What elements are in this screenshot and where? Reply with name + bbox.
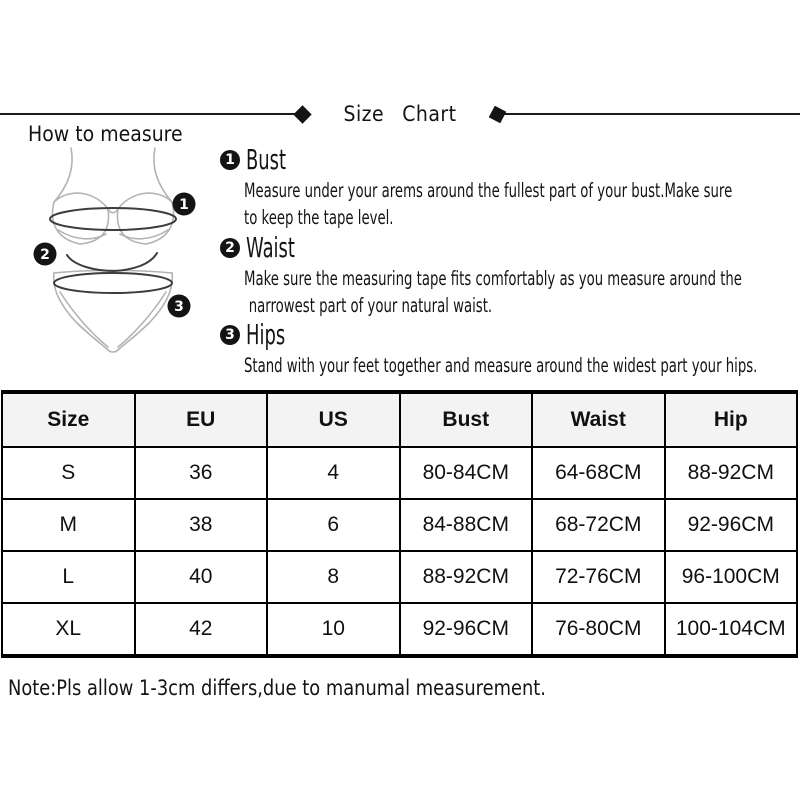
us-cell: 6	[267, 499, 400, 551]
col-header-waist: Waist	[532, 392, 665, 447]
instruction-line: to keep the tape level.	[244, 206, 394, 229]
diamond-icon	[293, 105, 311, 123]
instruction-line: Stand with your feet together and measure around the widest part your hips.	[244, 354, 758, 377]
hip-point-number: 3	[174, 299, 184, 315]
instruction-line: Measure under your arems around the fullest part of your bust.Make sure	[244, 179, 733, 202]
col-header-size: Size	[2, 392, 135, 447]
bust-cell: 88-92CM	[400, 551, 533, 603]
eu-cell: 38	[135, 499, 268, 551]
bust-cell: 92-96CM	[400, 603, 533, 656]
hips-heading-row	[216, 320, 800, 350]
bust-point-number: 1	[179, 197, 189, 213]
bust-heading: Bust	[246, 143, 287, 176]
waist-cell: 68-72CM	[532, 499, 665, 551]
table-row-xl	[2, 603, 797, 656]
size-cell: XL	[2, 603, 135, 656]
waist-point-number: 2	[40, 247, 50, 263]
hip-cell: 88-92CM	[665, 447, 798, 499]
hips-instruction-section	[216, 320, 800, 379]
eu-cell: 42	[135, 603, 268, 656]
figure-point-badges	[34, 193, 196, 318]
title-rule-left	[0, 113, 300, 115]
number-3-badge-icon: 3	[220, 325, 240, 345]
hips-heading: Hips	[246, 318, 286, 351]
page-title: Size Chart	[343, 102, 457, 126]
us-cell: 8	[267, 551, 400, 603]
table-row-s	[2, 447, 797, 499]
bust-instruction-section	[216, 145, 800, 231]
hips-instruction-text	[244, 352, 800, 379]
bikini-outline	[52, 148, 173, 352]
hip-cell: 96-100CM	[665, 551, 798, 603]
table-row-m	[2, 499, 797, 551]
eu-cell: 36	[135, 447, 268, 499]
title-rule-right	[500, 113, 800, 115]
measuring-tape-lines	[50, 208, 176, 293]
how-to-measure-heading: How to measure	[28, 122, 183, 146]
hip-cell: 92-96CM	[665, 499, 798, 551]
hip-cell: 100-104CM	[665, 603, 798, 656]
number-2-badge-icon: 2	[220, 238, 240, 258]
col-header-bust: Bust	[400, 392, 533, 447]
eu-cell: 40	[135, 551, 268, 603]
instruction-line: Make sure the measuring tape fits comfortably as you measure around the	[244, 267, 742, 290]
instruction-line: narrowest part of your natural waist.	[248, 294, 493, 317]
table-row-l	[2, 551, 797, 603]
table-header-row	[2, 392, 797, 447]
measurement-figure-illustration	[8, 142, 223, 362]
col-header-eu: EU	[135, 392, 268, 447]
waist-cell: 64-68CM	[532, 447, 665, 499]
measurement-note: Note:Pls allow 1-3cm differs,due to manumal measurement.	[8, 676, 546, 700]
bust-cell: 80-84CM	[400, 447, 533, 499]
us-cell: 10	[267, 603, 400, 656]
size-cell: M	[2, 499, 135, 551]
waist-cell: 72-76CM	[532, 551, 665, 603]
waist-cell: 76-80CM	[532, 603, 665, 656]
number-1-badge-icon: 1	[220, 150, 240, 170]
waist-heading-row	[216, 233, 800, 263]
size-cell: L	[2, 551, 135, 603]
col-header-us: US	[267, 392, 400, 447]
col-header-hip: Hip	[665, 392, 798, 447]
size-table	[1, 390, 798, 658]
waist-heading: Waist	[246, 231, 295, 264]
bust-instruction-text	[244, 177, 800, 231]
size-cell: S	[2, 447, 135, 499]
bust-heading-row	[216, 145, 800, 175]
bust-cell: 84-88CM	[400, 499, 533, 551]
waist-instruction-text	[244, 265, 800, 319]
diamond-icon	[489, 105, 507, 123]
waist-instruction-section	[216, 233, 800, 319]
us-cell: 4	[267, 447, 400, 499]
